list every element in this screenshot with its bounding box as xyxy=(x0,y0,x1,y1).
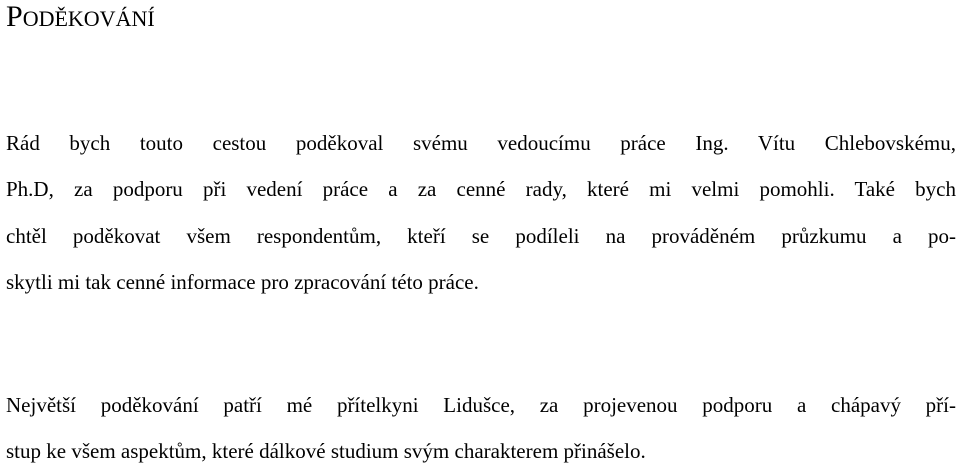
text-line: Rád bych touto cestou poděkoval svému vedoucímu práce Ing. Vítu Chlebovskému, xyxy=(6,131,956,155)
title-initial: P xyxy=(6,0,23,33)
text-line: Ph.D, za podporu při vedení práce a za cenné rady, které mi velmi pomohli. Také bych xyxy=(6,177,956,201)
page-title xyxy=(6,0,155,36)
title-rest: ODĚKOVÁNÍ xyxy=(22,6,155,31)
text-line: stup ke všem aspektům, které dálkové studium svým charakterem přinášelo. xyxy=(6,439,646,463)
text-line: chtěl poděkovat všem respondentům, kteří se podíleli na prováděném průzkumu a po- xyxy=(6,224,956,248)
text-line: skytli mi tak cenné informace pro zpracování této práce. xyxy=(6,270,479,294)
text-line: Největší poděkování patří mé přítelkyni Lidušce, za projevenou podporu a chápavý pří- xyxy=(6,393,956,417)
